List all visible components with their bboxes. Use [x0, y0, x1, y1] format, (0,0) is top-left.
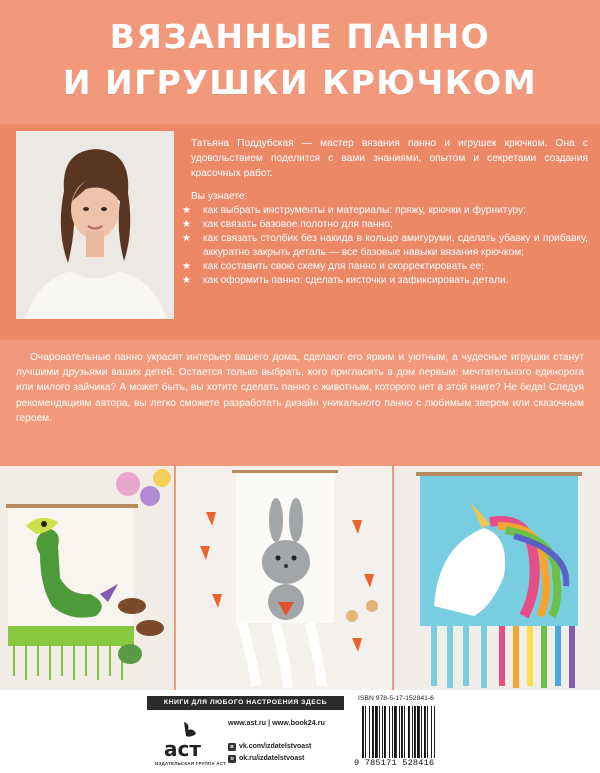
list-item: ★ как связать базовое полотно для панно; [182, 219, 393, 231]
learn-list [180, 204, 588, 289]
barcode-bar [362, 706, 364, 758]
author-portrait-image [16, 131, 174, 319]
barcode-bar [427, 706, 428, 758]
barcode-image [358, 706, 460, 760]
author-photo [16, 131, 174, 319]
unicorn-panel-photo [394, 466, 600, 690]
star-bullet-icon: ★ [182, 219, 191, 231]
website-links[interactable]: www.ast.ru | www.book24.ru [228, 718, 325, 727]
learn-heading: Вы узнаете: [191, 191, 248, 202]
barcode-bar [421, 706, 422, 758]
star-bullet-icon: ★ [182, 275, 191, 287]
barcode-bar [401, 706, 403, 758]
list-item: ★ как составить свою схему для панно и скорректировать ее; [182, 261, 485, 273]
ok-link[interactable]: о ok.ru/izdatelstvoast [228, 753, 311, 765]
star-bullet-icon: ★ [182, 233, 191, 245]
title-line-2: И ИГРУШКИ КРЮЧКОМ [62, 63, 538, 102]
list-item: ★ как связать столбик без накида в кольцо амигуруми, сделать убавку и прибавку, аккуратно закрыть деталь — все базовые навыки вязания крючком; [182, 233, 588, 258]
barcode-bar [365, 706, 366, 758]
barcode-bar [394, 706, 397, 758]
publisher-name: ИЗДАТЕЛЬСКАЯ ГРУППА АСТ [155, 761, 226, 766]
title-line-1: ВЯЗАННЫЕ ПАННО [109, 17, 491, 56]
photo-gallery [0, 466, 600, 690]
barcode-bar [412, 706, 413, 758]
barcode-bar [392, 706, 393, 758]
footer [0, 690, 600, 773]
star-bullet-icon: ★ [182, 205, 191, 216]
barcode-bar [414, 706, 416, 758]
social-links [228, 741, 311, 765]
barcode-bar [389, 706, 390, 758]
barcode-bar [408, 706, 410, 758]
barcode-bar [404, 706, 405, 758]
book-title [0, 14, 600, 106]
barcode-bar [424, 706, 426, 758]
barcode-bar [417, 706, 420, 758]
barcode-bar [431, 706, 432, 758]
barcode-bar [399, 706, 400, 758]
ok-icon: о [228, 755, 236, 763]
vk-icon: в [228, 743, 236, 751]
barcode-bar [382, 706, 383, 758]
barcode-bar [372, 706, 374, 758]
barcode-bar [384, 706, 386, 758]
book-description: Очаровательные панно украсят интерьер вашего дома, сделают его ярким и уютным, а чудесные игрушки станут лучшими друзьями ваших детей. Остается только выбрать, кого пригласить в дом первым: мечтательного единорога или милого зайчика? А может быть, вы хотите сделать панно с животным, которого нет в этой книге? Не беда! Следуя рекомендациям автора, вы легко сможете разработать дизайн уникального панно с любимым зверем или сказочным героем. [16, 352, 584, 424]
barcode-bar [369, 706, 370, 758]
ast-logo [160, 718, 208, 762]
tagline-banner: КНИГИ ДЛЯ ЛЮБОГО НАСТРОЕНИЯ ЗДЕСЬ [147, 696, 344, 710]
list-item: ★ как оформить панно: сделать кисточки и зафиксировать детали. [182, 275, 509, 287]
barcode-bar [379, 706, 380, 758]
isbn-number: ISBN 978-5-17-152841-6 [358, 695, 434, 702]
bunny-panel-photo [176, 466, 392, 690]
author-intro: Татьяна Поддубская — мастер вязания панно и игрушек крючком. Она с удовольствием поделится с вами знаниями, опытом и секретами создания красочных работ. [191, 138, 588, 179]
star-bullet-icon: ★ [182, 261, 191, 273]
barcode-bar [375, 706, 378, 758]
barcode-number: 9 785171 528416 [354, 758, 435, 768]
logo-text: аст [164, 737, 201, 761]
list-item: ★ как выбрать инструменты и материалы: пряжу, крючки и фурнитуру; [182, 205, 527, 216]
dragon-panel-photo [0, 466, 174, 690]
vk-link[interactable]: в vk.com/izdatelstvoast [228, 741, 311, 753]
barcode-bar [434, 706, 435, 758]
